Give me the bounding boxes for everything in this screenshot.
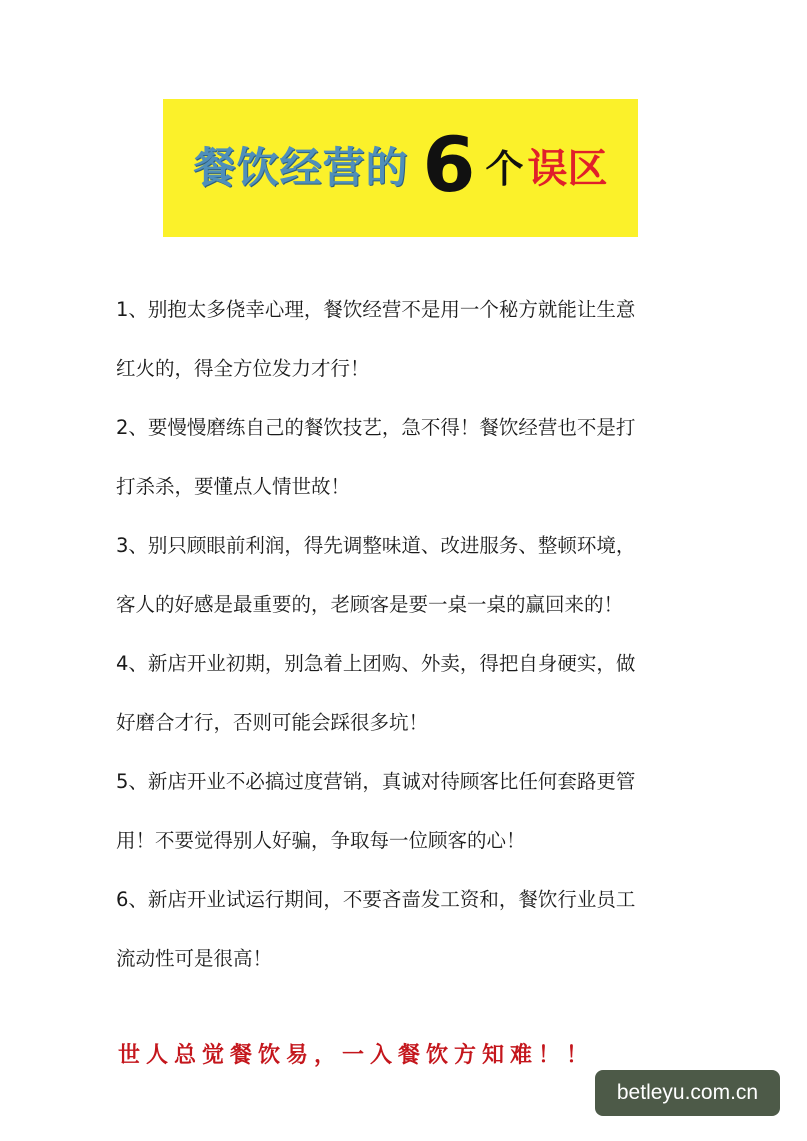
list-line: 1、别抱太多侥幸心理，餐饮经营不是用一个秘方就能让生意: [116, 298, 636, 321]
mistake-list: [116, 290, 696, 998]
title-banner: [163, 99, 638, 237]
list-line: 红火的，得全方位发力才行！: [116, 357, 370, 380]
list-line: 3、别只顾眼前利润，得先调整味道、改进服务、整顿环境，: [116, 534, 636, 557]
list-line: 用！不要觉得别人好骗，争取每一位顾客的心！: [116, 829, 526, 852]
list-line: 流动性可是很高！: [116, 947, 273, 970]
list-line: 4、新店开业初期，别急着上团购、外卖，得把自身硬实，做: [116, 652, 636, 675]
site-watermark: betleyu.com.cn: [595, 1070, 780, 1116]
title-number: 6: [422, 120, 476, 209]
title-main: 餐饮经营的: [193, 143, 409, 192]
closing-slogan: 世人总觉餐饮易，一入餐饮方知难！！: [118, 1042, 595, 1068]
list-line: 2、要慢慢磨练自己的餐饮技艺，急不得！餐饮经营也不是打: [116, 416, 636, 439]
title-highlight: 误区: [527, 145, 608, 192]
list-line: 6、新店开业试运行期间，不要吝啬发工资和，餐饮行业员工: [116, 888, 636, 911]
list-line: 打杀杀，要懂点人情世故！: [116, 475, 351, 498]
list-line: 好磨合才行，否则可能会踩很多坑！: [116, 711, 429, 734]
list-line: 客人的好感是最重要的，老顾客是要一桌一桌的赢回来的！: [116, 593, 624, 616]
list-line: 5、新店开业不必搞过度营销，真诚对待顾客比任何套路更管: [116, 770, 636, 793]
title-measure-word: 个: [485, 146, 524, 191]
